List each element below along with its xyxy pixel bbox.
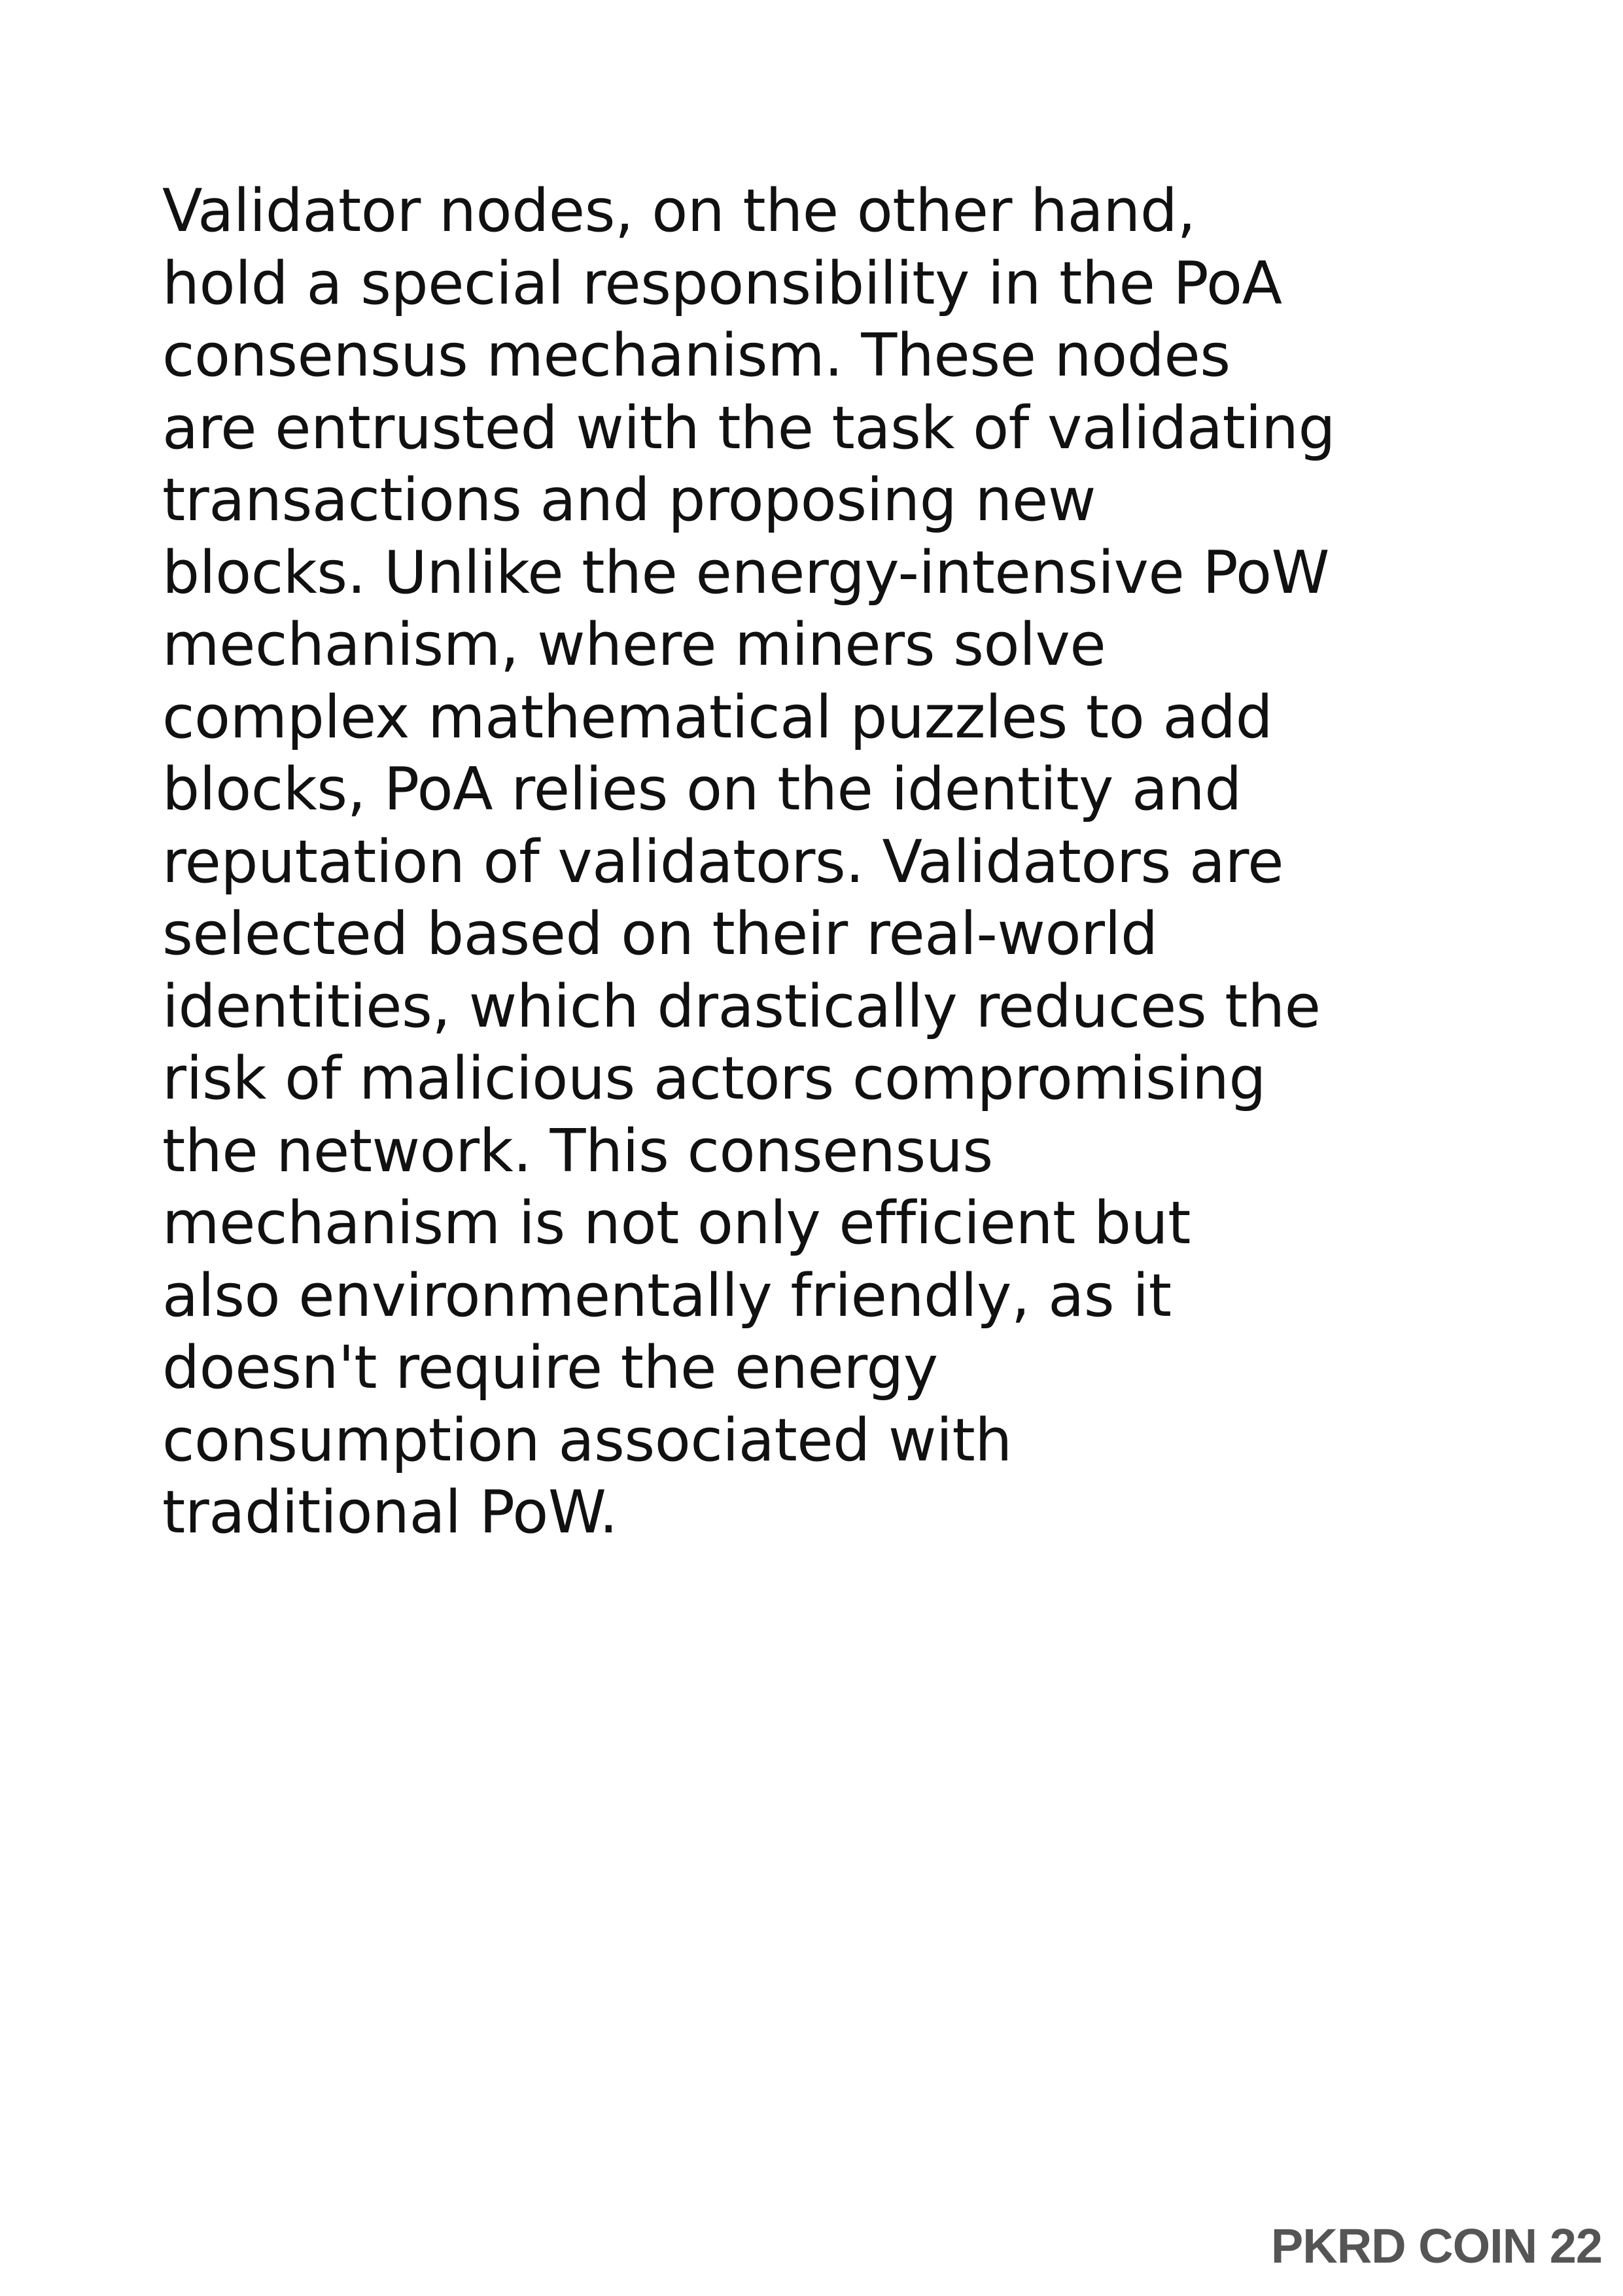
body-paragraph xyxy=(162,175,1510,1549)
paragraph-line: blocks. Unlike the energy-intensive PoW xyxy=(162,538,1330,607)
paragraph-line: doesn't require the energy xyxy=(162,1333,938,1402)
paragraph-line: traditional PoW. xyxy=(162,1478,618,1547)
paragraph-line: blocks, PoA relies on the identity and xyxy=(162,755,1242,824)
paragraph-line: transactions and proposing new xyxy=(162,466,1096,535)
paragraph-line: the network. This consensus xyxy=(162,1116,993,1186)
paragraph-line: risk of malicious actors compromising xyxy=(162,1044,1266,1113)
paragraph-line: mechanism is not only efficient but xyxy=(162,1189,1191,1258)
page-footer-label: PKRD COIN 22 xyxy=(1270,2219,1602,2273)
paragraph-line: consumption associated with xyxy=(162,1405,1012,1475)
paragraph-line: complex mathematical puzzles to add xyxy=(162,682,1273,752)
paragraph-line: identities, which drastically reduces the xyxy=(162,972,1321,1041)
paragraph-line: selected based on their real-world xyxy=(162,900,1158,968)
paragraph-line: are entrusted with the task of validating xyxy=(162,393,1336,463)
paragraph-line: also environmentally friendly, as it xyxy=(162,1261,1172,1330)
paragraph-line: mechanism, where miners solve xyxy=(162,610,1106,679)
paragraph-line: hold a special responsibility in the PoA xyxy=(162,249,1282,318)
paragraph-line: reputation of validators. Validators are xyxy=(162,827,1283,896)
paragraph-line: consensus mechanism. These nodes xyxy=(162,321,1230,390)
paragraph-line: Validator nodes, on the other hand, xyxy=(162,177,1196,245)
